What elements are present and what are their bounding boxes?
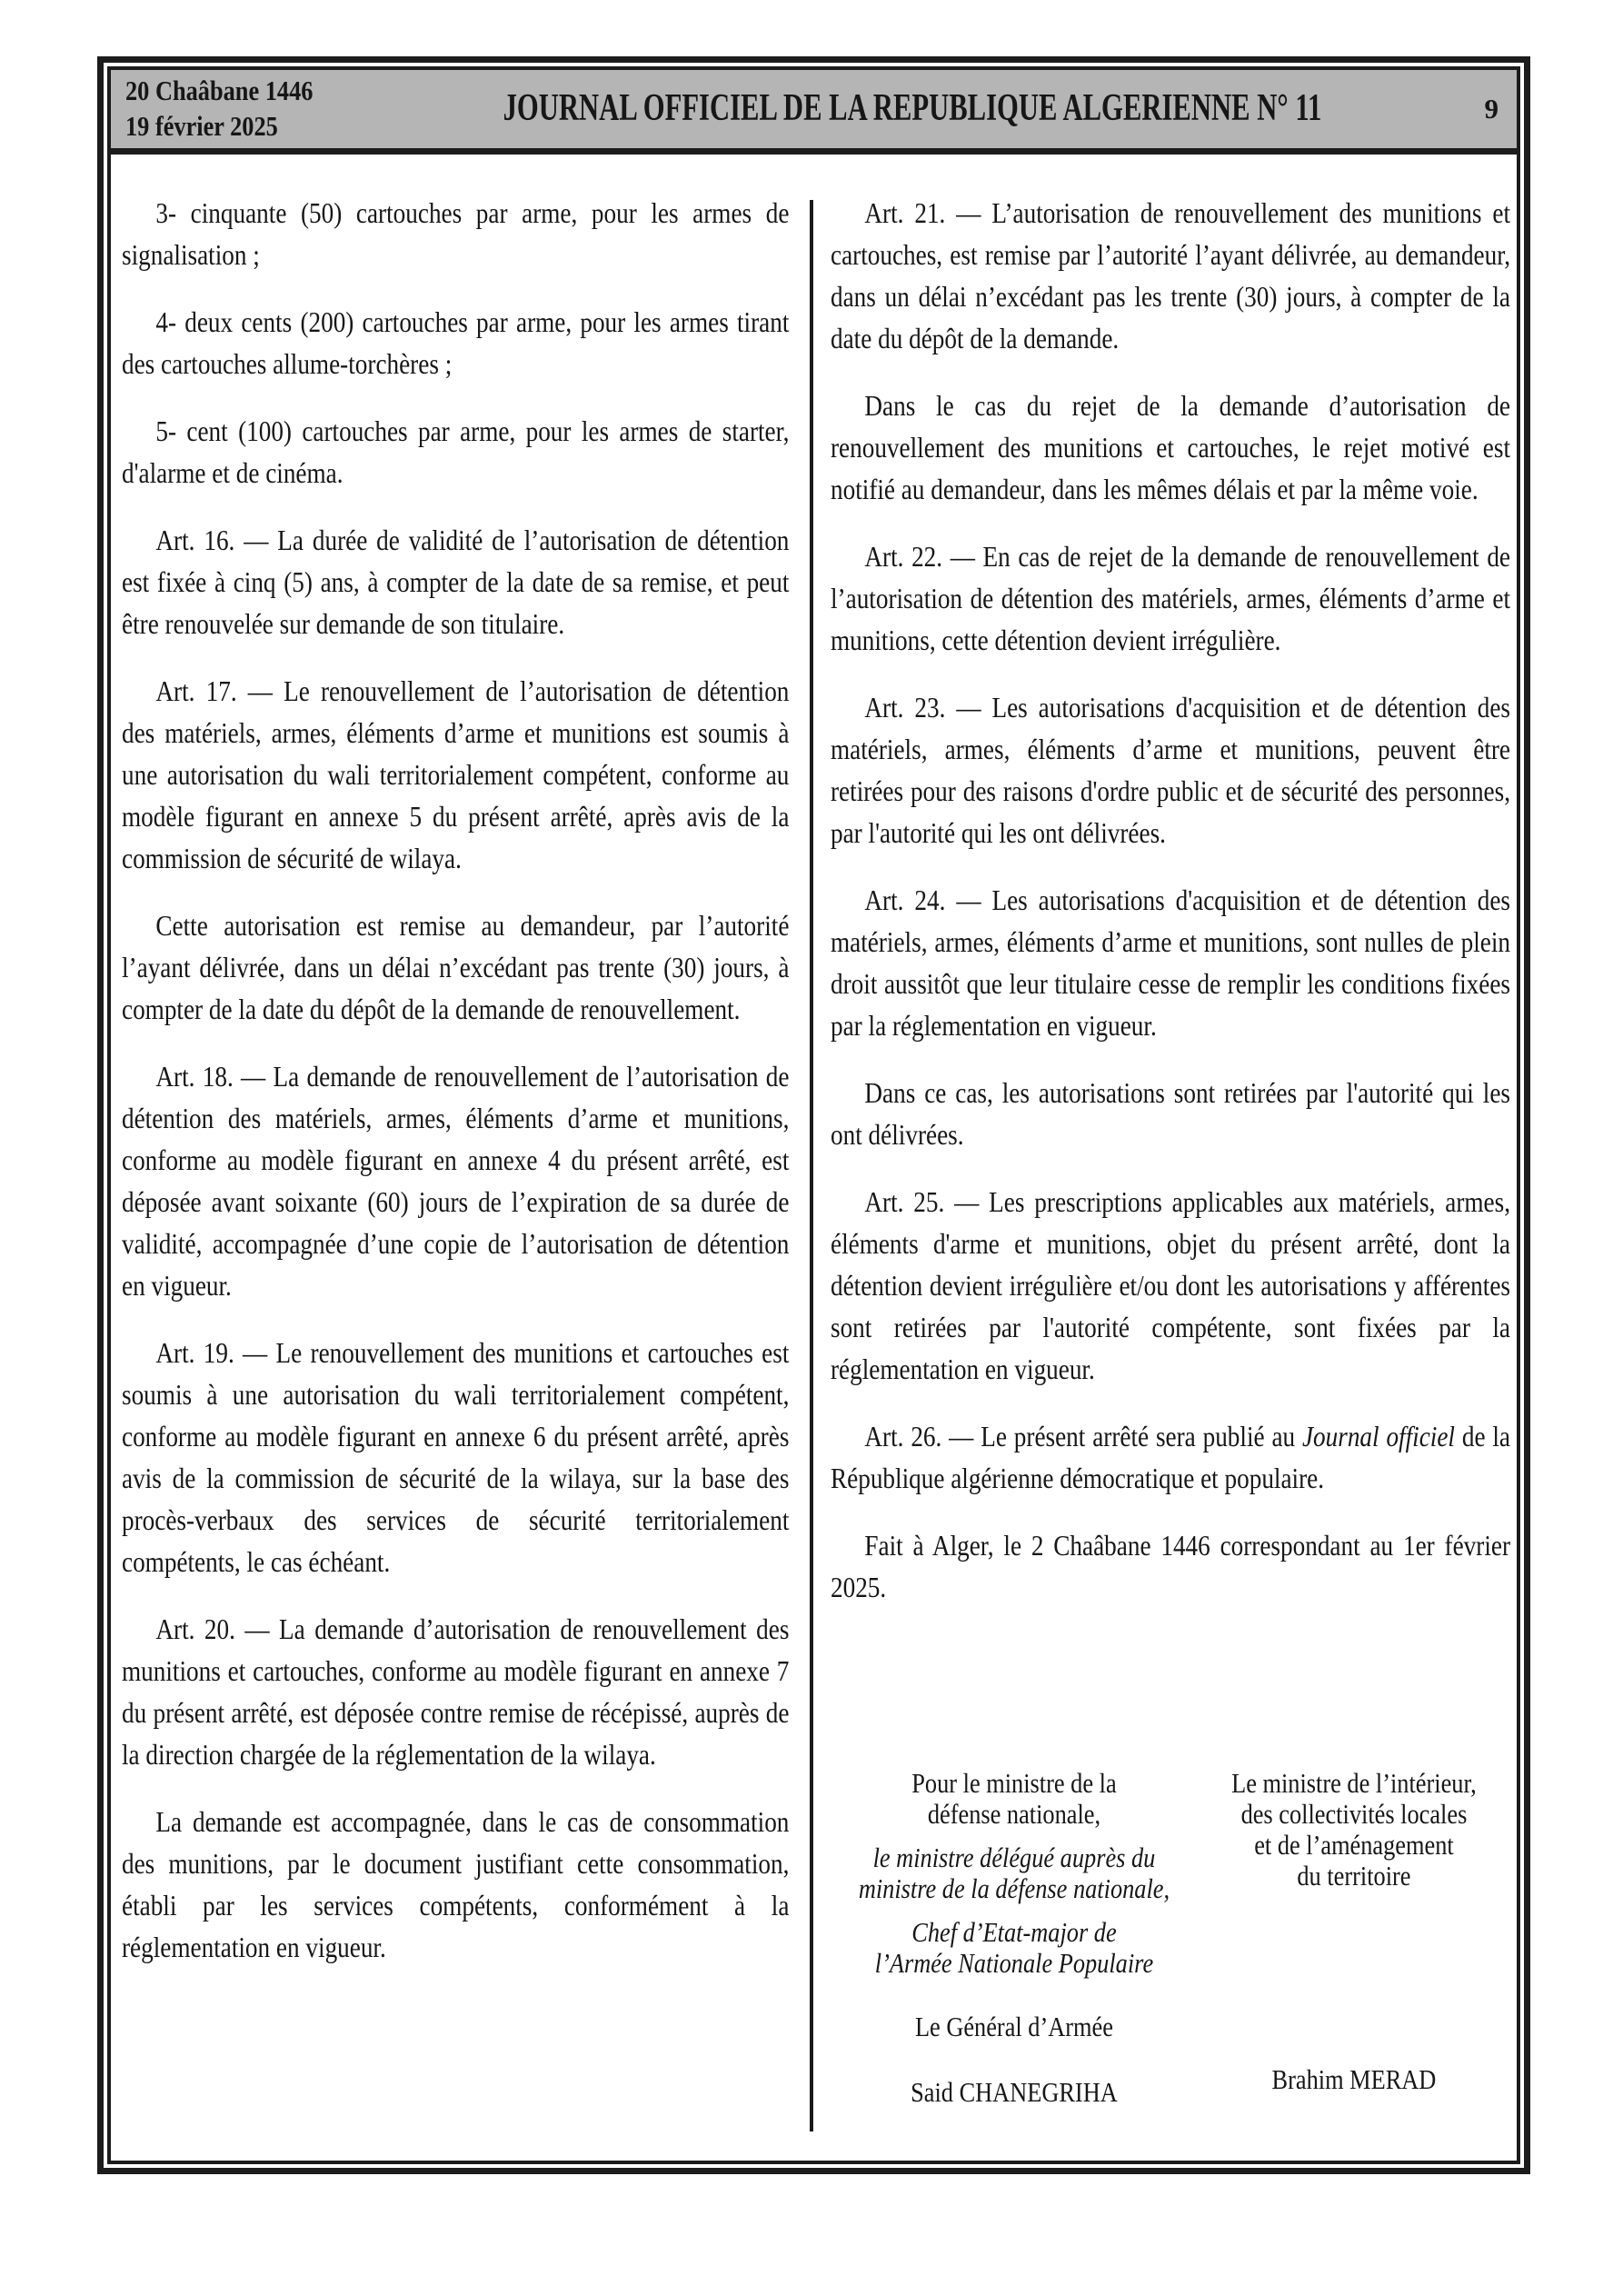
defense-for-line-2: défense nationale, xyxy=(927,1798,1101,1830)
page-number: 9 xyxy=(1484,93,1499,125)
paragraph xyxy=(122,670,789,879)
paragraph xyxy=(122,1332,789,1582)
body-text: Art. 16. — La durée de validité de l’autorisation de détention est fixée à cinq (5) ans, à compter de la date de sa remise, et peut être renouvelée sur demande de son titulaire. xyxy=(122,524,790,640)
body-text: Art. 18. — La demande de renouvellement de l’autorisation de détention des matériels, armes, éléments d’arme et munitions, conforme au modèle figurant en annexe 4 du présent arrêté, est déposée avant soixante (60) jours de l’expiration de sa durée de validité, accompagnée d’une copie de l’autorisation de détention en vigueur. xyxy=(122,1060,790,1302)
paragraph xyxy=(122,410,789,494)
interior-title-line-4: du territoire xyxy=(1297,1860,1411,1892)
body-text: 4- deux cents (200) cartouches par arme, pour les armes tirant des cartouches allume-torchères ; xyxy=(122,305,790,380)
body-text: Art. 24. — Les autorisations d'acquisition et de détention des matériels, armes, éléments d’arme et munitions, sont nulles de plein droit aussitôt que leur titulaire cesse de remplir les conditions fixées par la réglementation en vigueur. xyxy=(831,883,1510,1042)
journal-title: JOURNAL OFFICIEL DE LA REPUBLIQUE ALGERIENNE N° 11 xyxy=(503,87,1322,129)
body-text: de la République algérienne démocratique et populaire. xyxy=(831,1420,1511,1494)
body-text: Cette autorisation est remise au demandeur, par l’autorité l’ayant délivrée, dans un délai n’excédant pas trente (30) jours, à compter de la date du dépôt de la demande de renouvellement. xyxy=(122,909,790,1025)
paragraph xyxy=(831,879,1510,1046)
paragraph xyxy=(831,1415,1510,1499)
body-text: Art. 26. — Le présent arrêté sera publié au xyxy=(864,1420,1302,1452)
defense-chief-line-2: l’Armée Nationale Populaire xyxy=(874,1947,1154,1979)
signature-name-defense: Said CHANEGRIHA xyxy=(911,2076,1118,2108)
date-hijri: 20 Chaâbane 1446 xyxy=(125,75,314,106)
right-column xyxy=(831,192,1510,1608)
defense-delegate-line-1: le ministre délégué auprès du xyxy=(872,1842,1156,1873)
left-column xyxy=(122,192,789,1968)
signature-defense xyxy=(831,1768,1198,2108)
paragraph xyxy=(831,1072,1510,1155)
page-content xyxy=(111,70,1517,2161)
paragraph xyxy=(122,192,789,275)
paragraph xyxy=(122,519,789,644)
paragraph xyxy=(122,904,789,1030)
paragraph xyxy=(831,192,1510,359)
header-band xyxy=(111,70,1517,155)
interior-title-line-2: des collectivités locales xyxy=(1240,1798,1468,1830)
column-divider xyxy=(810,200,813,2131)
italic-text: Journal officiel xyxy=(1301,1420,1455,1452)
body-text: La demande est accompagnée, dans le cas de consommation des munitions, par le document justifiant cette consommation, établi par les services compétents, conformément à la réglementation en vigueur. xyxy=(122,1805,790,1963)
paragraph xyxy=(122,1801,789,1968)
paragraph xyxy=(122,301,789,384)
paragraph xyxy=(831,535,1510,661)
paragraph xyxy=(122,1055,789,1306)
body-text: Art. 17. — Le renouvellement de l’autorisation de détention des matériels, armes, éléments d’arme et munitions est soumis à une autorisation du wali territorialement compétent, conforme au modèle figurant en annexe 5 du présent arrêté, après avis de la commission de sécurité de wilaya. xyxy=(122,674,790,874)
body-text: Dans le cas du rejet de la demande d’autorisation de renouvellement des munitions et cartouches, le rejet motivé est notifié au demandeur, dans les mêmes délais et par la même voie. xyxy=(831,389,1510,505)
paragraph xyxy=(831,1524,1510,1608)
body-text: Dans ce cas, les autorisations sont retirées par l'autorité qui les ont délivrées. xyxy=(831,1076,1510,1151)
paragraph xyxy=(831,686,1510,854)
defense-delegate-line-2: ministre de la défense nationale, xyxy=(858,1872,1170,1904)
page-frame xyxy=(97,56,1530,2174)
body-text: Art. 22. — En cas de rejet de la demande de renouvellement de l’autorisation de détention des matériels, armes, éléments d’arme et munitions, cette détention devient irrégulière. xyxy=(831,540,1510,656)
body-text: Art. 25. — Les prescriptions applicables aux matériels, armes, éléments d'arme et munitions, objet du présent arrêté, dont la détention devient irrégulière et/ou dont les autorisations y afférentes sont retirées par l'autorité compétente, sont fixées par la réglementation en vigueur. xyxy=(831,1185,1510,1385)
body-text: 3- cinquante (50) cartouches par arme, pour les armes de signalisation ; xyxy=(122,196,790,271)
interior-title-line-1: Le ministre de l’intérieur, xyxy=(1231,1767,1477,1799)
body-text: Art. 21. — L’autorisation de renouvellement des munitions et cartouches, est remise par l’autorité l’ayant délivrée, au demandeur, dans un délai n’excédant pas les trente (30) jours, à compter de la date du dépôt de la demande. xyxy=(831,196,1510,354)
inner-frame xyxy=(107,66,1520,2164)
body-text: Art. 23. — Les autorisations d'acquisition et de détention des matériels, armes, éléments d’arme et munitions, peuvent être retirées pour des raisons d'ordre public et de sécurité des personnes, par l'autorité qui les ont délivrées. xyxy=(831,691,1510,849)
signature-name-interior: Brahim MERAD xyxy=(1271,2063,1437,2095)
body-text: Art. 20. — La demande d’autorisation de renouvellement des munitions et cartouches, conforme au modèle figurant en annexe 7 du présent arrêté, est déposée contre remise de récépissé, auprès de la direction chargée de la réglementation de la wilaya. xyxy=(122,1612,790,1771)
defense-for-line-1: Pour le ministre de la xyxy=(911,1767,1117,1799)
body-text: Fait à Alger, le 2 Chaâbane 1446 correspondant au 1er février 2025. xyxy=(831,1529,1510,1603)
signature-block xyxy=(831,1768,1510,2108)
header-dates xyxy=(125,73,313,144)
interior-title-line-3: et de l’aménagement xyxy=(1254,1829,1454,1861)
paragraph xyxy=(831,1181,1510,1390)
header-title-zone xyxy=(308,70,1517,146)
paragraph xyxy=(831,384,1510,510)
defense-chief-line-1: Chef d’Etat-major de xyxy=(911,1916,1117,1948)
body-text: 5- cent (100) cartouches par arme, pour les armes de starter, d'alarme et de cinéma. xyxy=(122,414,790,489)
signature-interior xyxy=(1198,1768,1510,2108)
paragraph xyxy=(122,1608,789,1775)
defense-rank: Le Général d’Armée xyxy=(914,2011,1113,2042)
date-gregorian: 19 février 2025 xyxy=(125,110,278,142)
body-text: Art. 19. — Le renouvellement des munitions et cartouches est soumis à une autorisation du wali territorialement compétent, conforme au modèle figurant en annexe 6 du présent arrêté, après avis de la commission de sécurité de la wilaya, sur la base des procès-verbaux des services de sécurité territorialement compétents, le cas échéant. xyxy=(122,1336,790,1578)
